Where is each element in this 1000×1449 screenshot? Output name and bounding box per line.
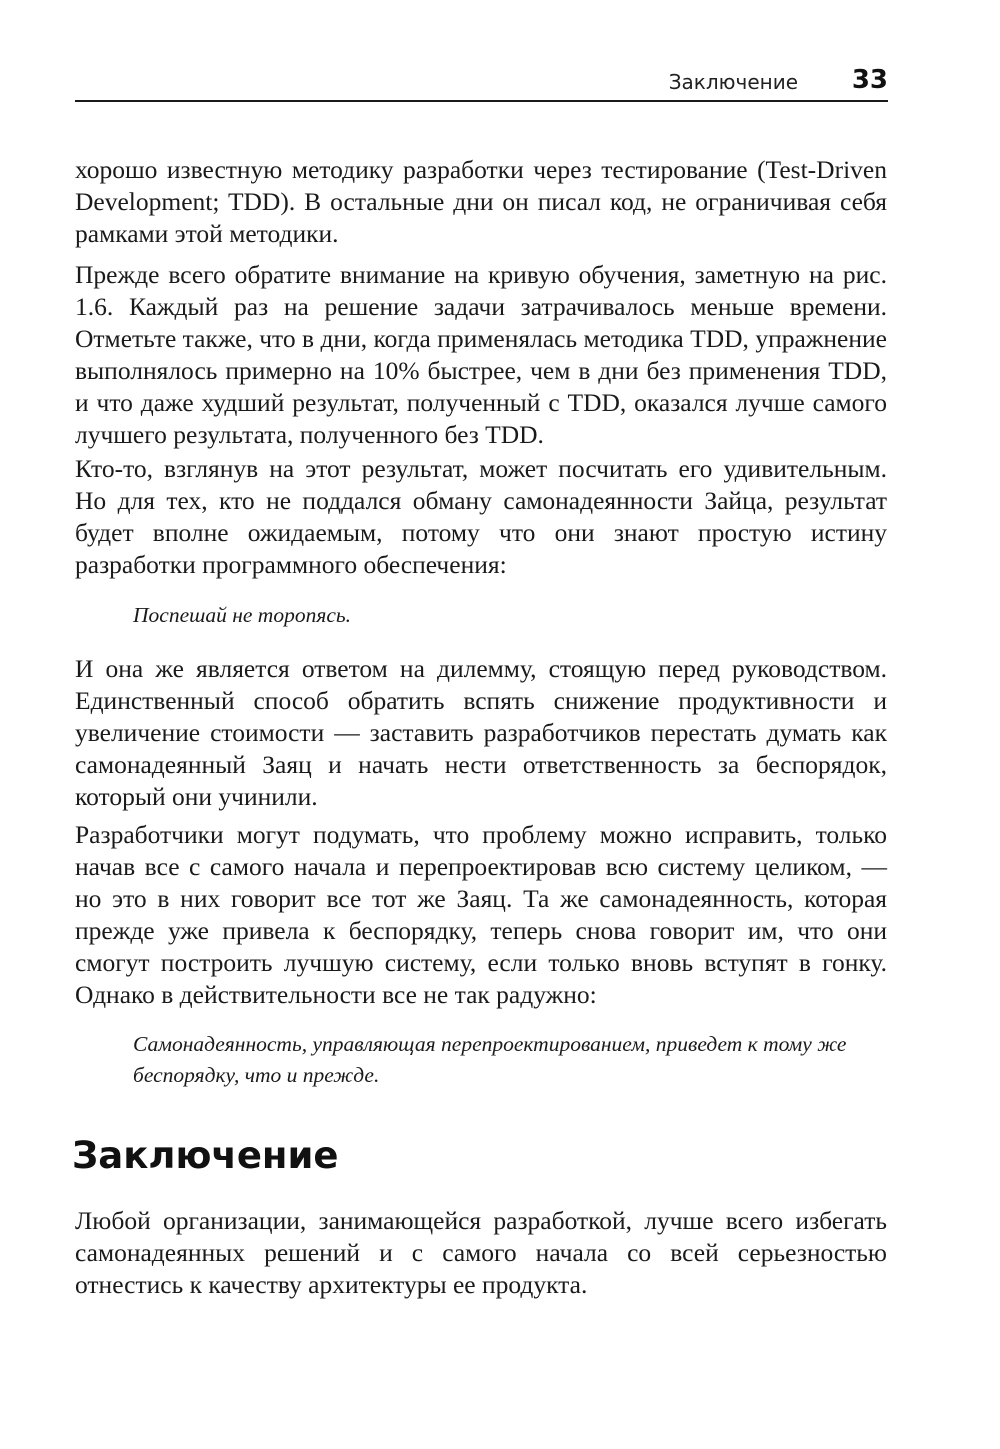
- quote-hurry-slowly: Поспешай не торопясь.: [133, 603, 352, 627]
- paragraph-tdd-intro: хорошо известную методику разработки через тестирование (Test-Driven Development; TDD). В остальные дни он писал код, не ограничивая себя рамками этой методики.: [75, 155, 887, 248]
- section-heading: Заключение: [72, 1134, 339, 1177]
- paragraph-conclusion: Любой организации, занимающейся разработкой, лучше всего избегать самонадеянных решений и с самого начала со всей серьезностью отнестись к качеству архитектуры ее продукта.: [75, 1206, 887, 1299]
- page-number: 33: [851, 65, 888, 95]
- running-header-title: Заключение: [668, 70, 798, 94]
- paragraph-management-dilemma: И она же является ответом на дилемму, стоящую перед руководством. Единственный способ обратить вспять снижение продуктивности и увеличение стоимости — заставить разработчиков перестать думать как самонадеянный Заяц и начать нести ответственность за беспорядок, который они учинили.: [75, 654, 887, 811]
- paragraph-learning-curve: Прежде всего обратите внимание на кривую обучения, заметную на рис. 1.6. Каждый раз на решение задачи затрачивалось меньше времени. Отметьте также, что в дни, когда применялась методика TDD, упражнение выполнялось примерно на 10% быстрее, чем в дни без применения TDD, и что даже худший результат, полученный с TDD, оказался лучше самого лучшего результата, полученного без TDD.: [75, 260, 887, 449]
- paragraph-redesign: Разработчики могут подумать, что проблему можно исправить, только начав все с самого начала и перепроектировав всю систему целиком, — но это в них говорит все тот же Заяц. Та же самонадеянность, которая прежде уже привела к беспорядку, теперь снова говорит им, что они смогут построить лучшую систему, если только вновь вступят в гонку. Однако в действительности все не так радужно:: [75, 820, 887, 1009]
- paragraph-simple-truth: Кто-то, взглянув на этот результат, может посчитать его удивительным. Но для тех, кто не поддался обману самонадеянности Зайца, результат будет вполне ожидаемым, потому что они знают простую истину разработки программного обеспечения:: [75, 454, 887, 579]
- running-header: [75, 64, 888, 102]
- quote-overconfidence: Самонадеянность, управляющая перепроектированием, приведет к тому же беспорядку, что и прежде.: [133, 1032, 847, 1087]
